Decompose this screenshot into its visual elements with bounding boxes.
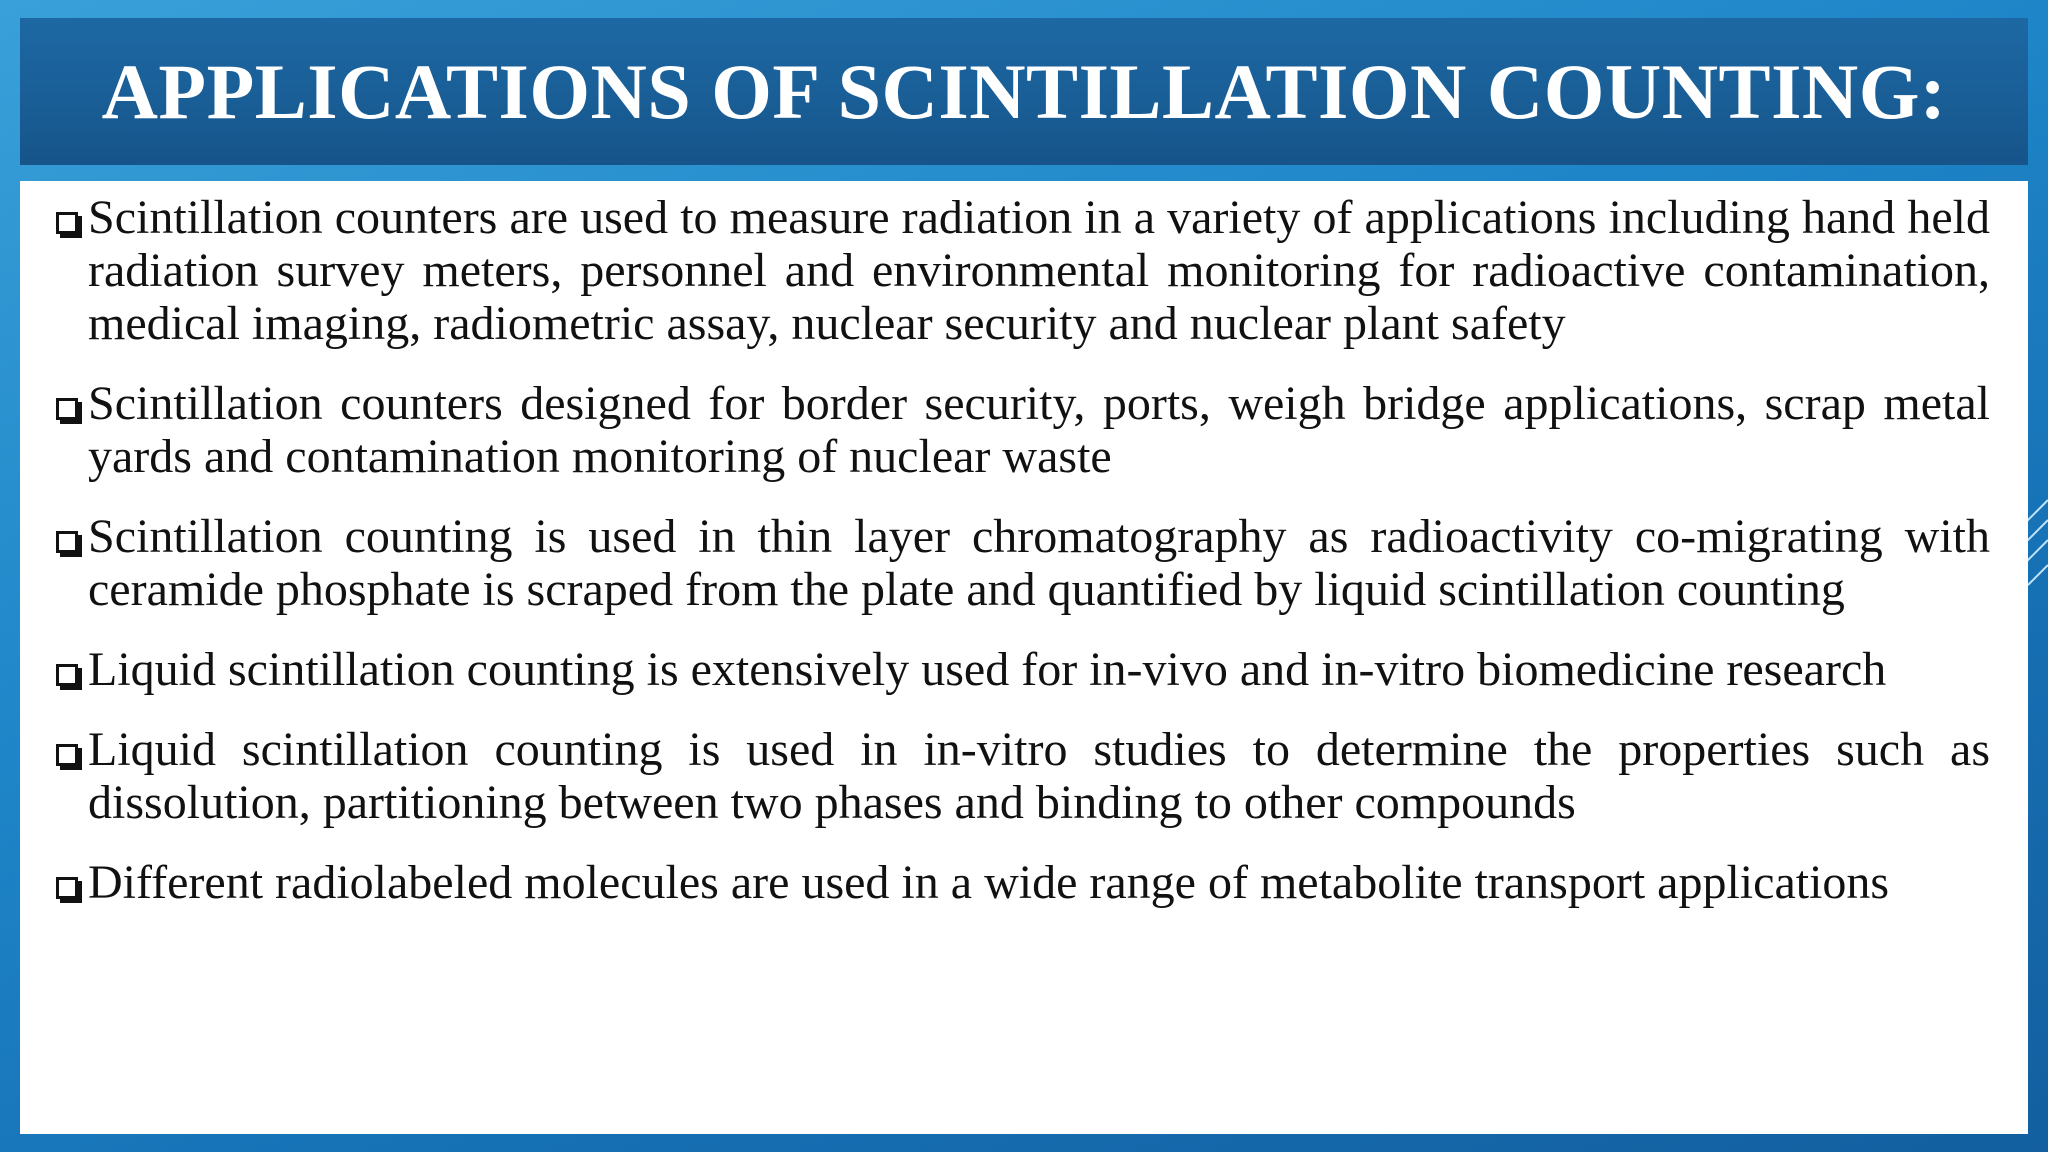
- bullet-item: [56, 643, 1990, 696]
- hollow-square-bullet-icon: [56, 664, 78, 686]
- bullet-item: [56, 510, 1990, 616]
- bullet-text: Different radiolabeled molecules are used in a wide range of metabolite transport applications: [88, 856, 1890, 909]
- bullet-item: [56, 377, 1990, 483]
- bullet-text: Scintillation counting is used in thin layer chromatography as radioactivity co-migrating with ceramide phosphate is scraped from the plate and quantified by liquid scintillation counting: [88, 510, 1990, 616]
- bullet-item: [56, 723, 1990, 829]
- hollow-square-bullet-icon: [56, 531, 78, 553]
- hollow-square-bullet-icon: [56, 744, 78, 766]
- hollow-square-bullet-icon: [56, 398, 78, 420]
- title-bar: [20, 18, 2028, 165]
- bullet-text: Scintillation counters designed for border security, ports, weigh bridge applications, scrap metal yards and contamination monitoring of nuclear waste: [88, 377, 1990, 483]
- content-box: [20, 181, 2028, 1134]
- bullet-text: Liquid scintillation counting is extensively used for in-vivo and in-vitro biomedicine research: [88, 643, 1887, 696]
- bullet-list: [56, 191, 1990, 909]
- hollow-square-bullet-icon: [56, 877, 78, 899]
- bullet-item: [56, 856, 1990, 909]
- bullet-text: Scintillation counters are used to measure radiation in a variety of applications including hand held radiation survey meters, personnel and environmental monitoring for radioactive contamination, medical imaging, radiometric assay, nuclear security and nuclear plant safety: [88, 191, 1990, 350]
- bullet-text: Liquid scintillation counting is used in in-vitro studies to determine the properties such as dissolution, partitioning between two phases and binding to other compounds: [88, 723, 1990, 829]
- slide-title: APPLICATIONS OF SCINTILLATION COUNTING:: [101, 47, 1947, 135]
- bullet-item: [56, 191, 1990, 350]
- hollow-square-bullet-icon: [56, 212, 78, 234]
